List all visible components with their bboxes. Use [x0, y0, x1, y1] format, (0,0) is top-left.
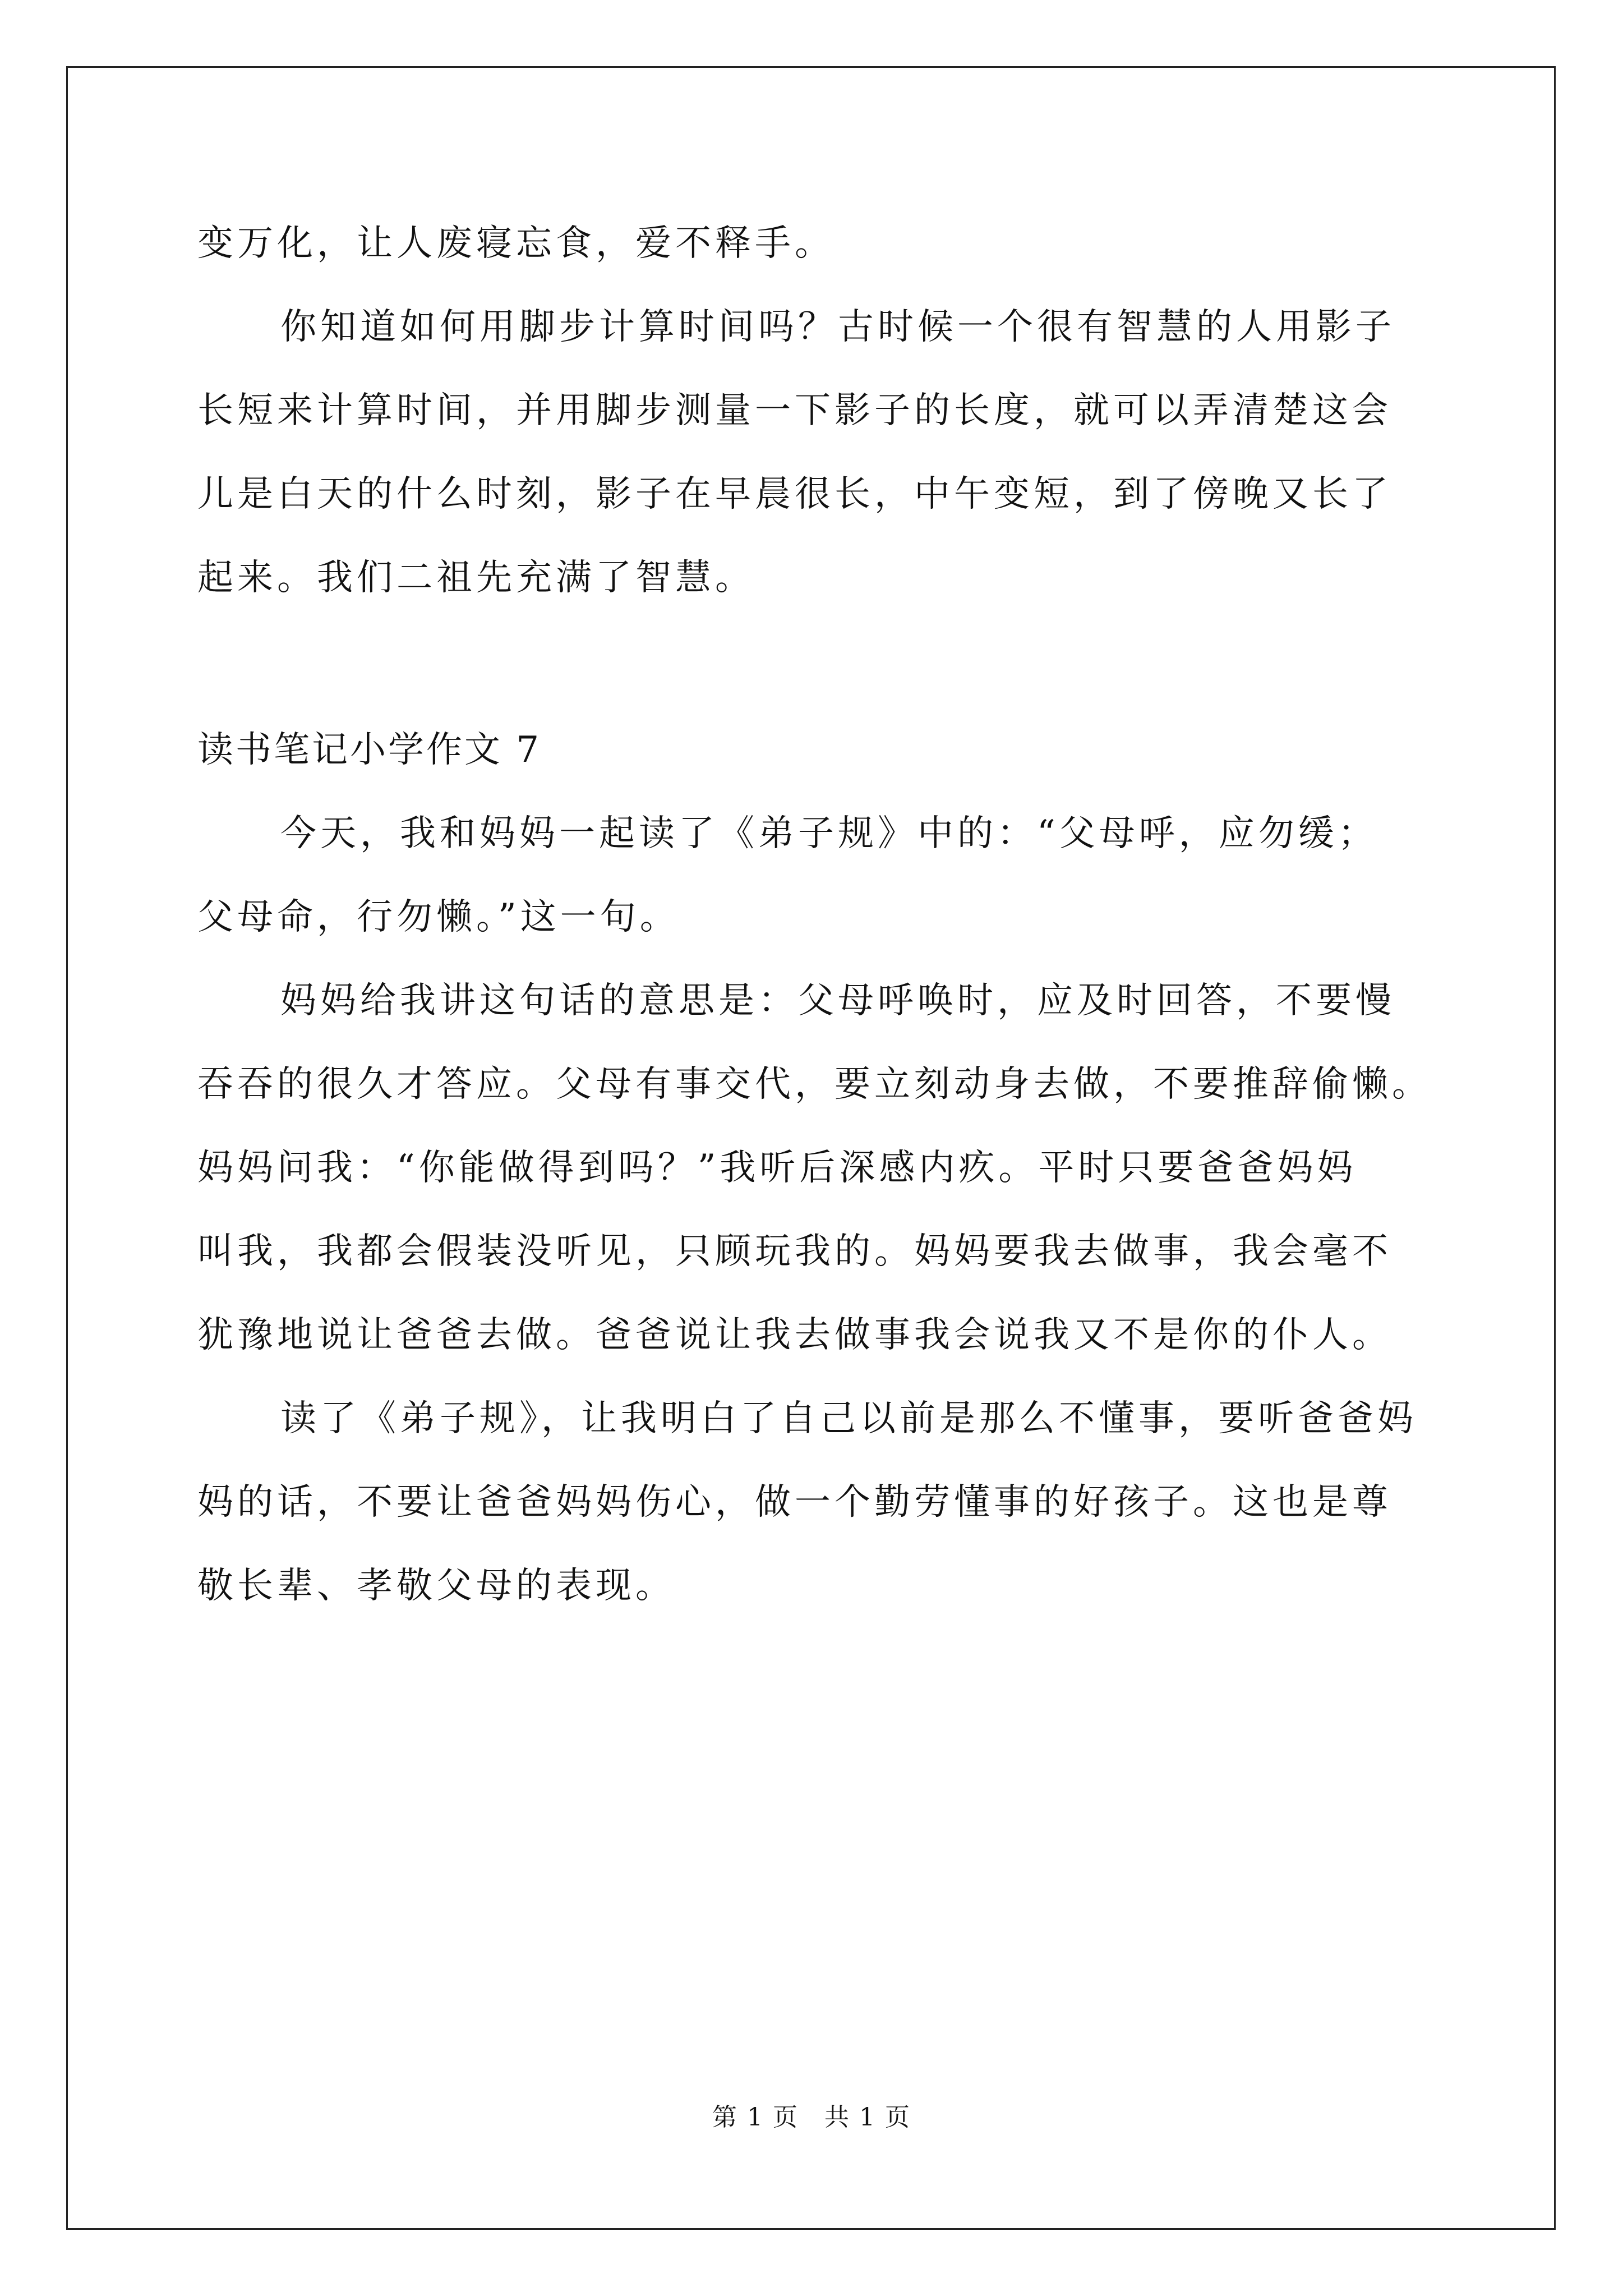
page-footer: 第 1 页 共 1 页	[712, 2103, 911, 2132]
paragraph-line: 父母命，行勿懒。”这一句。	[197, 896, 680, 938]
paragraph	[197, 1377, 1482, 1628]
paragraph-line: 吞吞的很久才答应。父母有事交代，要立刻动身去做，不要推辞偷懒。	[197, 1064, 1432, 1105]
paragraph-line: 你知道如何用脚步计算时间吗？古时候一个很有智慧的人用影子	[280, 306, 1395, 348]
paragraph-line: 犹豫地说让爸爸去做。爸爸说让我去做事我会说我又不是你的仆人。	[197, 1314, 1392, 1356]
paragraph-line: 今天，我和妈妈一起读了《弟子规》中的：“父母呼，应勿缓；	[280, 813, 1378, 854]
paragraph-line: 妈妈给我讲这句话的意思是：父母呼唤时，应及时回答，不要慢	[280, 980, 1395, 1022]
paragraph	[197, 286, 1482, 620]
paragraph-line: 变万化，让人废寝忘食，爱不释手。	[197, 223, 834, 264]
paragraph-line: 长短来计算时间，并用脚步测量一下影子的长度，就可以弄清楚这会	[197, 390, 1392, 431]
paragraph-line: 妈的话，不要让爸爸妈妈伤心，做一个勤劳懂事的好孩子。这也是尊	[197, 1481, 1392, 1523]
paragraph	[197, 792, 1482, 959]
paragraph-line: 儿是白天的什么时刻，影子在早晨很长，中午变短，到了傍晚又长了	[197, 473, 1392, 515]
paragraph-line: 叫我，我都会假装没听见，只顾玩我的。妈妈要我去做事，我会毫不	[197, 1231, 1392, 1272]
section-spacer	[197, 620, 1482, 708]
paragraph	[197, 959, 1482, 1377]
document-body	[197, 202, 1482, 1628]
section-heading: 读书笔记小学作文 7	[197, 729, 542, 771]
paragraph-line: 起来。我们二祖先充满了智慧。	[197, 557, 755, 599]
paragraph-line: 敬长辈、孝敬父母的表现。	[197, 1565, 675, 1607]
paragraph-line: 妈妈问我：“你能做得到吗？”我听后深感内疚。平时只要爸爸妈妈	[197, 1147, 1357, 1189]
paragraph-line: 读了《弟子规》，让我明白了自己以前是那么不懂事，要听爸爸妈	[280, 1398, 1417, 1439]
